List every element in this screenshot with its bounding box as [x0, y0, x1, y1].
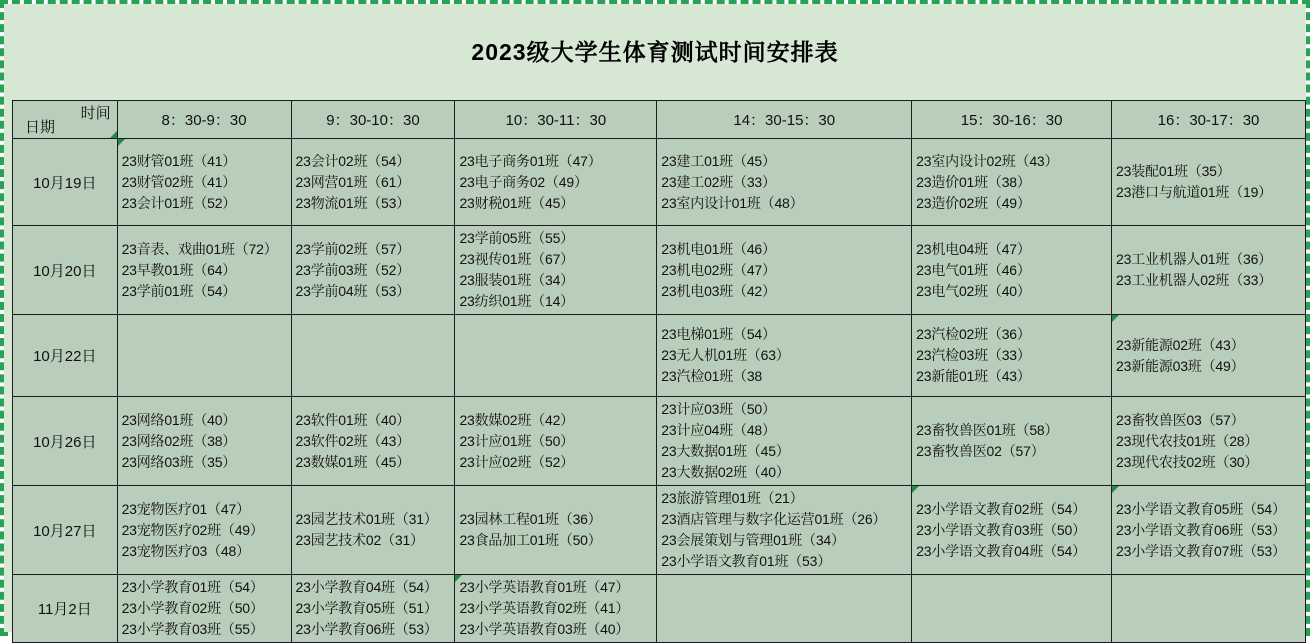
time-header-cell[interactable]: 15：30-16：30 — [912, 101, 1112, 139]
class-entry: 23无人机01班（63） — [661, 347, 790, 363]
class-entry: 23旅游管理01班（21） — [661, 490, 804, 506]
class-entry: 23小学语文教育07班（53） — [1116, 542, 1286, 559]
class-entry: 23小学英语教育02班（41） — [459, 600, 630, 616]
time-header-cell[interactable]: 16：30-17：30 — [1112, 101, 1306, 139]
class-entry: 23学前02班（57） — [295, 240, 411, 257]
table-row — [13, 486, 1306, 575]
class-entry: 23室内设计01班（48） — [661, 194, 804, 211]
schedule-cell[interactable] — [657, 315, 912, 397]
class-entry: 23园艺技术02（31） — [295, 532, 424, 548]
class-entry: 23畜牧兽医02（57） — [916, 443, 1045, 459]
schedule-cell[interactable] — [1112, 575, 1306, 643]
schedule-cell[interactable] — [657, 226, 912, 315]
class-entry: 23新能源02班（43） — [1116, 336, 1245, 353]
class-entry: 23工业机器人01班（36） — [1116, 251, 1272, 267]
class-entry: 23小学教育03班（55） — [121, 621, 264, 637]
class-entry: 23宠物医疗02班（49） — [121, 521, 264, 538]
class-entry: 23电梯01班（54） — [661, 326, 776, 342]
class-entry: 23小学教育02班（50） — [121, 600, 264, 616]
schedule-cell[interactable] — [117, 226, 291, 315]
class-entry: 23小学教育06班（53） — [295, 621, 438, 637]
class-entry: 23学前03班（52） — [295, 261, 411, 278]
schedule-cell[interactable] — [291, 139, 455, 226]
class-entry: 23早教01班（64） — [121, 261, 237, 278]
class-entry: 23学前05班（55） — [459, 230, 574, 246]
class-entry: 23服装01班（34） — [459, 272, 574, 288]
schedule-cell[interactable] — [291, 486, 455, 575]
schedule-table — [12, 100, 1306, 643]
class-entry: 23港口与航道01班（19） — [1116, 184, 1272, 200]
class-entry: 23大数据01班（45） — [661, 443, 790, 459]
class-entry: 23小学语文教育02班（54） — [916, 500, 1086, 517]
schedule-cell[interactable] — [1112, 315, 1306, 397]
class-entry: 23学前04班（53） — [295, 282, 411, 299]
schedule-cell[interactable] — [117, 486, 291, 575]
schedule-cell[interactable] — [912, 486, 1112, 575]
schedule-cell[interactable] — [1112, 397, 1306, 486]
class-entry: 23造价01班（38） — [916, 173, 1031, 190]
class-entry: 23造价02班（49） — [916, 194, 1031, 211]
schedule-cell[interactable] — [912, 397, 1112, 486]
time-header-cell[interactable]: 9：30-10：30 — [291, 101, 455, 139]
schedule-table-body — [13, 101, 1306, 643]
schedule-cell[interactable] — [455, 226, 657, 315]
schedule-cell[interactable] — [455, 575, 657, 643]
class-entry: 23园林工程01班（36） — [459, 511, 602, 527]
class-entry: 23园艺技术01班（31） — [295, 511, 438, 527]
class-entry: 23新能源03班（49） — [1116, 357, 1245, 374]
class-entry: 23计应03班（50） — [661, 401, 776, 417]
class-entry: 23机电01班（46） — [661, 240, 776, 257]
class-entry: 23室内设计02班（43） — [916, 152, 1059, 169]
table-row — [13, 139, 1306, 226]
class-entry: 23小学语文教育01班（53） — [661, 553, 832, 569]
page-title: 2023级大学生体育测试时间安排表 — [471, 39, 839, 65]
schedule-cell[interactable] — [291, 315, 455, 397]
class-entry: 23物流01班（53） — [295, 194, 411, 211]
class-entry: 23现代农技01班（28） — [1116, 432, 1259, 449]
class-entry: 23电气02班（40） — [916, 282, 1031, 299]
class-entry: 23小学教育05班（51） — [295, 600, 438, 616]
class-entry: 23小学语文教育03班（50） — [916, 521, 1086, 538]
schedule-cell[interactable] — [912, 575, 1112, 643]
date-cell[interactable]: 11月2日 — [13, 575, 118, 643]
class-entry: 23网络03班（35） — [121, 453, 237, 470]
cell-corner-marker — [118, 139, 125, 146]
class-entry: 23网络02班（38） — [121, 432, 237, 449]
class-entry: 23计应01班（50） — [459, 432, 574, 449]
schedule-cell[interactable] — [1112, 139, 1306, 226]
class-entry: 23电子商务01班（47） — [459, 152, 602, 169]
cell-corner-marker — [110, 131, 117, 138]
schedule-cell[interactable] — [912, 315, 1112, 397]
class-entry: 23宠物医疗01（47） — [121, 500, 250, 517]
class-entry: 23网络01班（40） — [121, 411, 237, 428]
corner-label-time: 时间 — [80, 105, 111, 122]
schedule-cell[interactable] — [455, 315, 657, 397]
class-entry: 23建工02班（33） — [661, 173, 776, 190]
class-entry: 23小学语文教育04班（54） — [916, 542, 1086, 559]
time-header-cell[interactable]: 8：30-9：30 — [117, 101, 291, 139]
class-entry: 23电子商务02（49） — [459, 173, 588, 190]
class-entry: 23小学英语教育01班（47） — [459, 579, 630, 595]
date-cell[interactable]: 10月20日 — [13, 226, 118, 315]
class-entry: 23新能01班（43） — [916, 368, 1031, 384]
class-entry: 23会计01班（52） — [121, 194, 237, 211]
schedule-cell[interactable] — [117, 139, 291, 226]
class-entry: 23小学英语教育03班（40） — [459, 621, 630, 637]
class-entry: 23软件02班（43） — [295, 432, 411, 449]
table-row — [13, 315, 1306, 397]
schedule-cell[interactable] — [455, 397, 657, 486]
class-entry: 23畜牧兽医03（57） — [1116, 411, 1245, 428]
class-entry: 23小学语文教育05班（54） — [1116, 500, 1286, 517]
cell-corner-marker — [912, 486, 919, 493]
class-entry: 23汽检03班（33） — [916, 347, 1031, 363]
schedule-cell[interactable] — [117, 315, 291, 397]
class-entry: 23现代农技02班（30） — [1116, 453, 1259, 470]
schedule-cell[interactable] — [657, 397, 912, 486]
corner-header-cell[interactable] — [13, 101, 118, 139]
class-entry: 23学前01班（54） — [121, 282, 237, 299]
schedule-cell[interactable] — [1112, 226, 1306, 315]
date-cell[interactable]: 10月19日 — [13, 139, 118, 226]
table-row — [13, 575, 1306, 643]
class-entry: 23纺织01班（14） — [459, 293, 574, 309]
schedule-cell[interactable] — [291, 226, 455, 315]
schedule-cell[interactable] — [117, 397, 291, 486]
class-entry: 23工业机器人02班（33） — [1116, 272, 1272, 288]
schedule-cell[interactable] — [657, 486, 912, 575]
date-cell[interactable]: 10月26日 — [13, 397, 118, 486]
class-entry: 23会计02班（54） — [295, 152, 411, 169]
schedule-cell[interactable] — [117, 575, 291, 643]
cell-corner-marker — [1112, 315, 1119, 322]
class-entry: 23酒店管理与数字化运营01班（26） — [661, 511, 887, 527]
class-entry: 23电气01班（46） — [916, 261, 1031, 278]
class-entry: 23音表、戏曲01班（72） — [121, 240, 278, 257]
schedule-cell[interactable] — [291, 575, 455, 643]
class-entry: 23食品加工01班（50） — [459, 532, 602, 548]
class-entry: 23会展策划与管理01班（34） — [661, 532, 845, 548]
schedule-cell[interactable] — [657, 575, 912, 643]
cell-corner-marker — [1112, 486, 1119, 493]
class-entry: 23财税01班（45） — [459, 194, 574, 211]
schedule-cell[interactable] — [455, 139, 657, 226]
class-entry: 23机电04班（47） — [916, 240, 1031, 257]
class-entry: 23视传01班（67） — [459, 251, 574, 267]
schedule-cell[interactable] — [291, 397, 455, 486]
class-entry: 23小学教育04班（54） — [295, 579, 438, 595]
table-row — [13, 226, 1306, 315]
class-entry: 23网营01班（61） — [295, 173, 411, 190]
class-entry: 23数媒01班（45） — [295, 453, 411, 470]
class-entry: 23建工01班（45） — [661, 152, 776, 169]
class-entry: 23计应04班（48） — [661, 422, 776, 438]
class-entry: 23汽检02班（36） — [916, 326, 1031, 342]
class-entry: 23财管02班（41） — [121, 173, 237, 190]
schedule-cell[interactable] — [912, 139, 1112, 226]
schedule-cell[interactable] — [455, 486, 657, 575]
class-entry: 23财管01班（41） — [121, 152, 237, 169]
time-header-cell[interactable]: 10：30-11：30 — [455, 101, 657, 139]
schedule-cell[interactable] — [1112, 486, 1306, 575]
time-header-cell[interactable]: 14：30-15：30 — [657, 101, 912, 139]
class-entry: 23数媒02班（42） — [459, 411, 574, 428]
cell-corner-marker — [455, 575, 462, 582]
date-cell[interactable]: 10月27日 — [13, 486, 118, 575]
class-entry: 23装配01班（35） — [1116, 163, 1231, 179]
table-row — [13, 397, 1306, 486]
class-entry: 23宠物医疗03（48） — [121, 542, 250, 559]
schedule-cell[interactable] — [912, 226, 1112, 315]
class-entry: 23计应02班（52） — [459, 453, 574, 470]
header-row — [13, 101, 1306, 139]
schedule-cell[interactable] — [657, 139, 912, 226]
date-cell[interactable]: 10月22日 — [13, 315, 118, 397]
class-entry: 23小学语文教育06班（53） — [1116, 521, 1286, 538]
class-entry: 23机电02班（47） — [661, 261, 776, 278]
class-entry: 23机电03班（42） — [661, 282, 776, 299]
class-entry: 23小学教育01班（54） — [121, 579, 264, 595]
corner-label-date: 日期 — [25, 119, 56, 136]
class-entry: 23软件01班（40） — [295, 411, 411, 428]
class-entry: 23汽检01班（38 — [661, 368, 763, 384]
class-entry: 23大数据02班（40） — [661, 464, 790, 480]
class-entry: 23畜牧兽医01班（58） — [916, 422, 1059, 438]
